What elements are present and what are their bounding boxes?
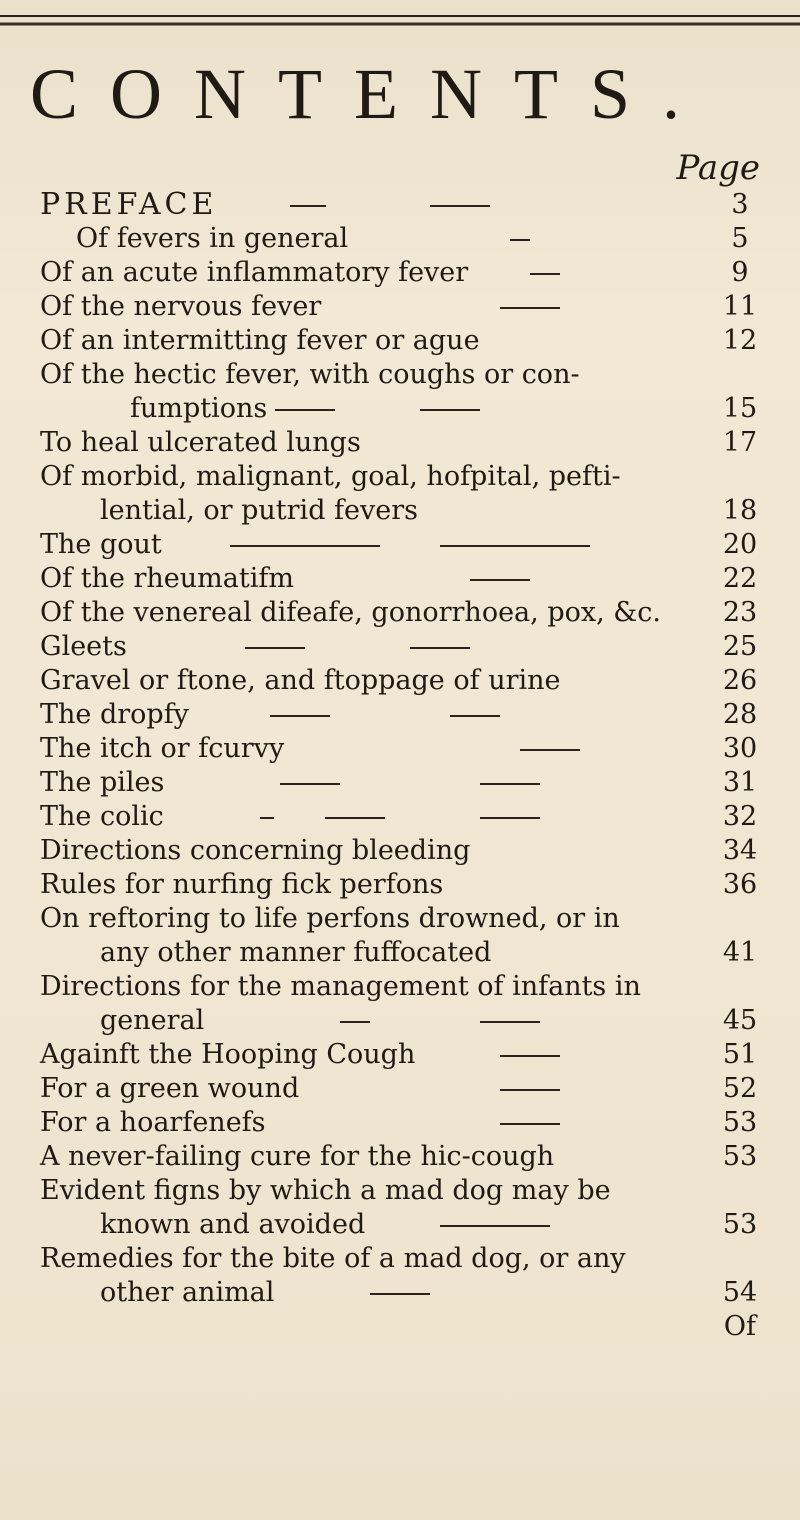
leader-dash (230, 545, 380, 547)
toc-entry (40, 256, 770, 288)
toc-entry (40, 664, 770, 696)
toc-entry (40, 494, 770, 526)
toc-entry (40, 1174, 770, 1206)
page-column-label: Page (676, 148, 760, 188)
entry-title: On reftoring to life perfons drowned, or in (40, 903, 620, 934)
leader-dash (280, 783, 340, 785)
toc-entry (40, 868, 770, 900)
catchword: Of (723, 1311, 757, 1342)
toc-entry (40, 562, 770, 594)
entry-title: other animal (100, 1277, 275, 1308)
leader-dash (325, 817, 385, 819)
toc-entry (40, 1072, 770, 1104)
toc-entry (40, 936, 770, 968)
toc-entry (40, 324, 770, 356)
entry-page: 30 (722, 733, 758, 764)
entry-title: PREFACE (40, 187, 218, 222)
entry-page: 54 (722, 1277, 758, 1308)
entry-title: known and avoided (100, 1209, 366, 1240)
toc-entry (40, 1004, 770, 1036)
toc-entry (40, 834, 770, 866)
entry-page: 23 (722, 597, 758, 628)
entry-page: 5 (731, 223, 749, 254)
entry-title: Evident figns by which a mad dog may be (40, 1175, 611, 1206)
leader-dash (520, 749, 580, 751)
entry-title: The gout (40, 529, 162, 560)
entry-page: 45 (722, 1005, 758, 1036)
toc-entry (40, 1140, 770, 1172)
entry-page: 41 (722, 937, 758, 968)
toc-entry (40, 392, 770, 424)
entry-page: 17 (722, 427, 758, 458)
entry-title: Rules for nurfing fick perfons (40, 869, 444, 900)
entry-title: Of the hectic fever, with coughs or con- (40, 359, 580, 390)
leader-dash (510, 239, 530, 241)
toc-entry (40, 732, 770, 764)
toc-entry (40, 1242, 770, 1274)
entry-page: 53 (722, 1141, 758, 1172)
entry-page: 3 (731, 189, 749, 220)
entry-title: To heal ulcerated lungs (40, 427, 361, 458)
entry-title: Againft the Hooping Cough (40, 1039, 416, 1070)
toc-entry (40, 528, 770, 560)
entry-page: 51 (722, 1039, 758, 1070)
entry-title: Of fevers in general (76, 223, 349, 254)
leader-dash (500, 1123, 560, 1125)
toc-entry (40, 222, 770, 254)
entry-page: 9 (731, 257, 749, 288)
toc-entry (40, 358, 770, 390)
toc-entry (40, 1106, 770, 1138)
toc-entry (40, 1276, 770, 1308)
entry-title: fumptions (130, 393, 268, 424)
entry-title: A never-failing cure for the hic-cough (40, 1141, 555, 1172)
leader-dash (500, 1055, 560, 1057)
toc-entry (40, 290, 770, 322)
entry-page: 53 (722, 1209, 758, 1240)
entry-page: 32 (722, 801, 758, 832)
page-title: CONTENTS. (30, 54, 712, 134)
leader-dash (370, 1293, 430, 1295)
toc-entry (40, 766, 770, 798)
catchword-line (40, 1310, 770, 1342)
toc-entry (40, 460, 770, 492)
entry-page: 53 (722, 1107, 758, 1138)
leader-dash (500, 307, 560, 309)
entry-title: Of the rheumatifm (40, 563, 294, 594)
leader-dash (410, 647, 470, 649)
entry-title: The itch or fcurvy (40, 733, 285, 764)
leader-dash (245, 647, 305, 649)
toc-entry (40, 596, 770, 628)
toc-entry (40, 698, 770, 730)
entry-title: Of an acute inflammatory fever (40, 257, 469, 288)
entry-title: Of the venereal difeafe, gonorrhoea, pox, &c. (40, 597, 661, 628)
leader-dash (440, 545, 590, 547)
leader-dash (270, 715, 330, 717)
entry-title: The piles (40, 767, 165, 798)
toc-entry (40, 1208, 770, 1240)
leader-dash (530, 273, 560, 275)
entry-title: Gleets (40, 631, 127, 662)
leader-dash (340, 1021, 370, 1023)
leader-dash (480, 783, 540, 785)
entry-page: 11 (722, 291, 758, 322)
toc-entry (40, 1038, 770, 1070)
entry-title: The colic (40, 801, 164, 832)
table-of-contents (40, 187, 770, 1342)
leader-dash (500, 1089, 560, 1091)
leader-dash (430, 205, 490, 207)
leader-dash (450, 715, 500, 717)
entry-title: Remedies for the bite of a mad dog, or any (40, 1243, 626, 1274)
entry-page: 25 (722, 631, 758, 662)
entry-title: Directions for the management of infants in (40, 971, 641, 1002)
leader-dash (260, 817, 274, 819)
entry-title: lential, or putrid fevers (100, 495, 419, 526)
leader-dash (480, 1021, 540, 1023)
leader-dash (420, 409, 480, 411)
leader-dash (470, 579, 530, 581)
entry-page: 20 (722, 529, 758, 560)
leader-dash (275, 409, 335, 411)
entry-page: 28 (722, 699, 758, 730)
entry-title: general (100, 1005, 205, 1036)
entry-title: The dropfy (40, 699, 189, 730)
entry-title: Of the nervous fever (40, 291, 322, 322)
leader-dash (440, 1225, 550, 1227)
entry-page: 15 (722, 393, 758, 424)
entry-title: For a hoarfenefs (40, 1107, 266, 1138)
leader-dash (480, 817, 540, 819)
entry-page: 26 (722, 665, 758, 696)
entry-title: any other manner fuffocated (100, 937, 492, 968)
entry-page: 12 (722, 325, 758, 356)
entry-page: 34 (722, 835, 758, 866)
entry-title: For a green wound (40, 1073, 300, 1104)
entry-page: 31 (722, 767, 758, 798)
entry-title: Directions concerning bleeding (40, 835, 471, 866)
entry-title: Gravel or ftone, and ftoppage of urine (40, 665, 561, 696)
toc-entry (40, 630, 770, 662)
toc-entry (40, 902, 770, 934)
toc-entry (40, 970, 770, 1002)
toc-entry (40, 187, 770, 222)
entry-page: 52 (722, 1073, 758, 1104)
entry-page: 18 (722, 495, 758, 526)
toc-entry (40, 800, 770, 832)
leader-dash (290, 205, 326, 207)
top-border-rule (0, 12, 800, 32)
entry-page: 36 (722, 869, 758, 900)
entry-page: 22 (722, 563, 758, 594)
entry-title: Of an intermitting fever or ague (40, 325, 480, 356)
entry-title: Of morbid, malignant, goal, hofpital, pefti- (40, 461, 621, 492)
toc-entry (40, 426, 770, 458)
